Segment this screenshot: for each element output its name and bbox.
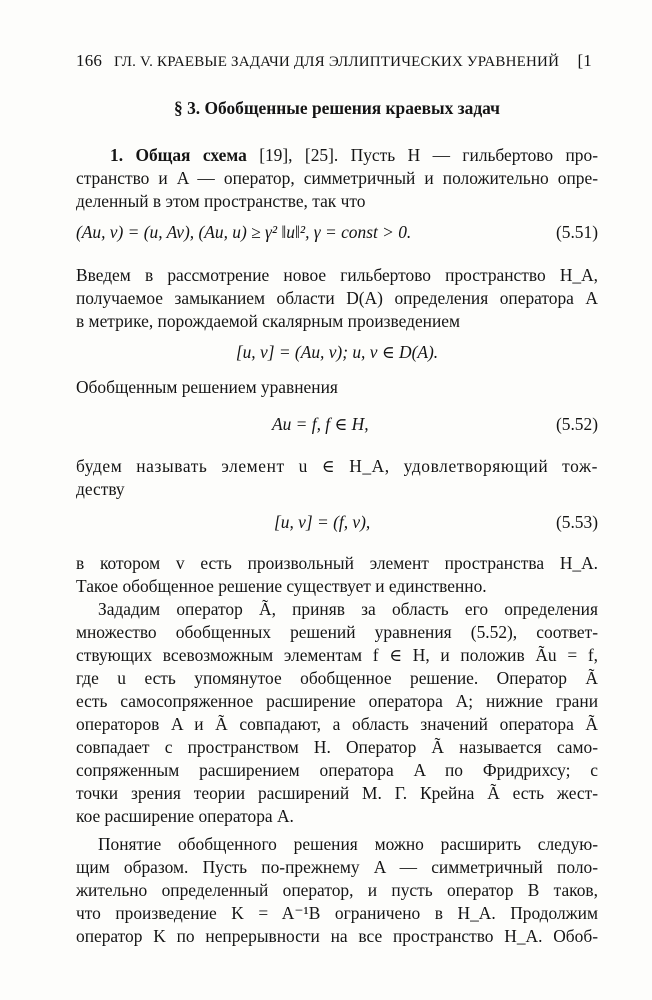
para6-line-2: множество обобщенных решений уравнения (5.52), соответ- [76, 622, 598, 642]
subsection-heading: 1. Общая схема [110, 145, 247, 165]
para2-line-1: Введем в рассмотрение новое гильбертово пространство H_A, [76, 265, 598, 285]
para1-line-2: странство и A — оператор, симметричный и положительно опре- [76, 168, 598, 188]
para2-line-3: в метрике, порождаемой скалярным произведением [76, 311, 461, 331]
para7-line-2: щим образом. Пусть по-прежнему A — симметричный поло- [76, 857, 598, 877]
para6-line-1: Зададим оператор Ã, приняв за область его определения [98, 599, 598, 619]
page-number: 166 [76, 51, 103, 70]
equation-5-53-formula: [u, v] = (f, v), [274, 512, 371, 532]
para7-line-5: оператор K по непрерывности на все пространство H_A. Обоб- [76, 926, 598, 946]
equation-5-53-number: (5.53) [555, 512, 598, 532]
para2-line-2: получаемое замыканием области D(A) определения оператора A [76, 288, 598, 308]
para6-line-9: точки зрения теории расширений М. Г. Крейна Ã есть жест- [76, 783, 598, 803]
para6-line-3: ствующих всевозможным элементам f ∈ H, и положив Ãu = f, [76, 645, 598, 665]
para4-line-2: деству [76, 479, 125, 499]
running-header [76, 50, 598, 73]
para5-line-1: в котором v есть произвольный элемент пространства H_A. [76, 553, 598, 573]
section-title: § 3. Обобщенные решения краевых задач [174, 98, 500, 118]
equation-5-51 [76, 221, 598, 243]
equation-5-52-formula: Au = f, f ∈ H, [272, 414, 369, 434]
equation-5-51-formula: (Au, v) = (u, Av), (Au, u) ≥ γ² ‖u‖², γ = const > 0. [76, 222, 412, 242]
para6-line-8: сопряженным расширением оператора A по Фридрихсу; с [76, 760, 598, 780]
para6-line-6: операторов A и Ã совпадают, а область значений оператора Ã [76, 714, 598, 734]
para1-line-1 [76, 144, 598, 166]
equation-inner-product: [u, v] = (Au, v); u, v ∈ D(A). [235, 342, 439, 362]
para6-line-10: кое расширение оператора A. [76, 806, 294, 826]
para5-line-2: Такое обобщенное решение существует и единственно. [76, 576, 487, 596]
para6-line-7: совпадает с пространством H. Оператор Ã называется само- [76, 737, 598, 757]
para3: Обобщенным решением уравнения [76, 377, 338, 397]
para6-line-4: где u есть упомянутое обобщенное решение. Оператор Ã [76, 668, 598, 688]
para4-line-1: будем называть элемент u ∈ H_A, удовлетворяющий тож- [76, 456, 598, 476]
equation-5-52-number: (5.52) [555, 414, 598, 434]
running-title: ГЛ. V. КРАЕВЫЕ ЗАДАЧИ ДЛЯ ЭЛЛИПТИЧЕСКИХ УРАВНЕНИЙ [113, 54, 560, 70]
equation-5-51-number: (5.51) [555, 222, 598, 242]
para6-line-5: есть самосопряженное расширение оператора A; нижние грани [76, 691, 598, 711]
para7-line-3: жительно определенный оператор, и пусть оператор B таков, [76, 880, 598, 900]
header-bracket: [1 [577, 51, 592, 70]
para7-line-1: Понятие обобщенного решения можно расширить следую- [98, 834, 598, 854]
para1-line-3: деленный в этом пространстве, так что [76, 191, 366, 211]
para7-line-4: что произведение K = A⁻¹B ограничено в H_A. Продолжим [76, 903, 598, 923]
para1-line-1-text: [19], [25]. Пусть H — гильбертово про- [246, 145, 598, 165]
